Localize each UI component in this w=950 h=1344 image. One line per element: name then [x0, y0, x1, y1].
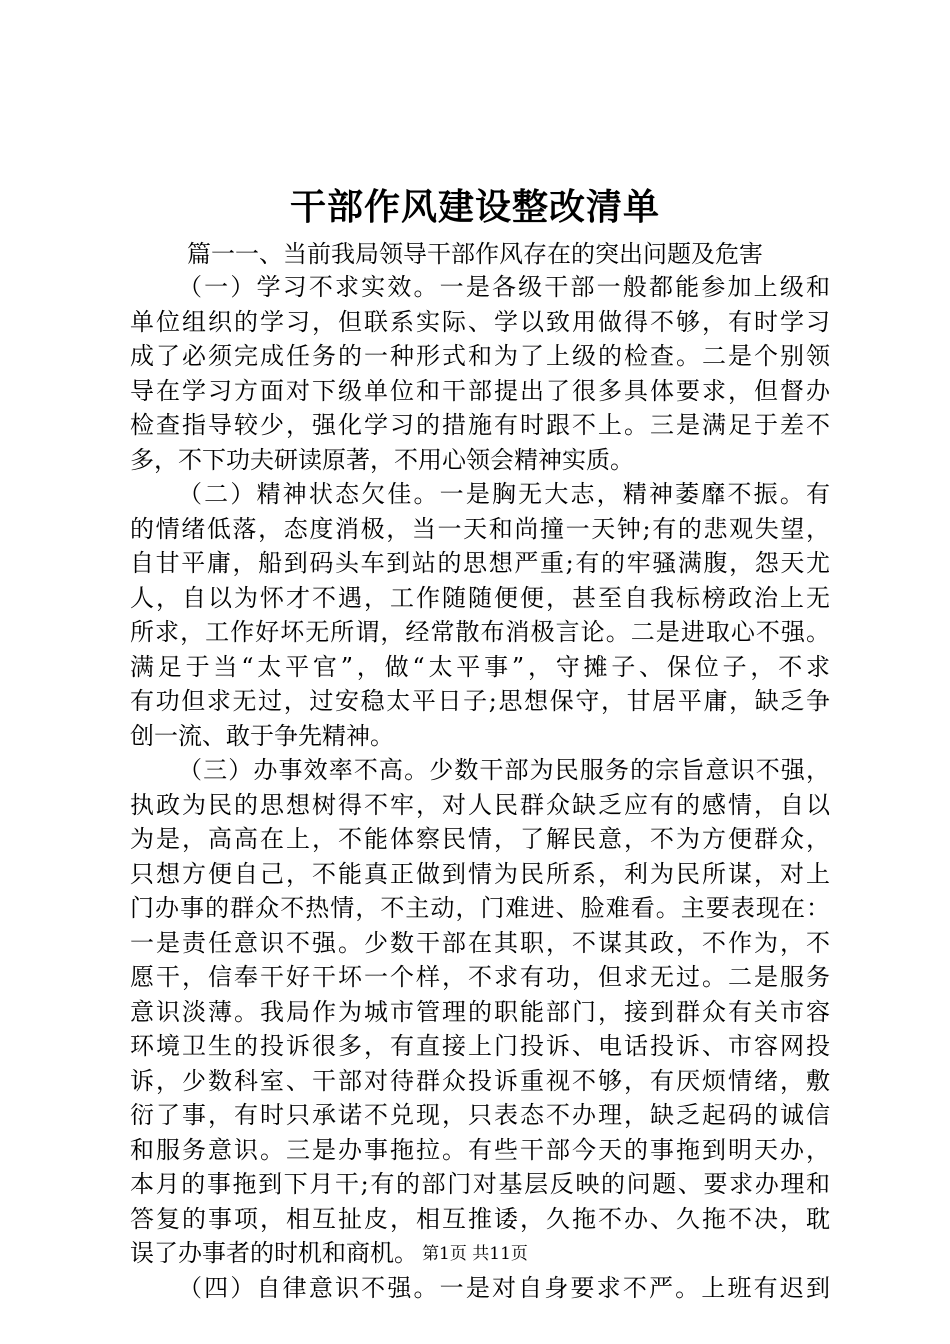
text-line: 自甘平庸，船到码头车到站的思想严重;有的牢骚满腹，怨天尤	[130, 549, 830, 577]
text-line: （三）办事效率不高。少数干部为民服务的宗旨意识不强，	[178, 756, 830, 784]
text-line: 一是责任意识不强。少数干部在其职，不谋其政，不作为，不	[130, 928, 830, 957]
text-line: 单位组织的学习，但联系实际、学以致用做得不够，有时学习	[130, 307, 830, 336]
text-line: 本月的事拖到下月干;有的部门对基层反映的问题、要求办理和	[130, 1170, 830, 1198]
text-line: 诉，少数科室、干部对待群众投诉重视不够，有厌烦情绪，敷	[130, 1066, 830, 1095]
text-line: 愿干，信奉干好干坏一个样，不求有功，但求无过。二是服务	[130, 963, 830, 991]
text-line: 满足于当“太平官”，做“太平事”，守摊子、保位子，不求	[130, 652, 830, 681]
text-line: 有功但求无过，过安稳太平日子;思想保守，甘居平庸，缺乏争	[130, 687, 830, 715]
page-footer: 第1页 共11页	[422, 1244, 528, 1264]
text-line: 创一流、敢于争先精神。	[130, 721, 394, 750]
text-line: 误了办事者的时机和商机。	[130, 1239, 418, 1267]
text-line: （二）精神状态欠佳。一是胸无大志，精神萎靡不振。有	[178, 480, 830, 508]
text-line: 答复的事项，相互扯皮，相互推诿，久拖不办、久拖不决，耽	[130, 1204, 830, 1233]
text-line: 意识淡薄。我局作为城市管理的职能部门，接到群众有关市容	[130, 997, 830, 1026]
text-line: 衍了事，有时只承诺不兑现，只表态不办理，缺乏起码的诚信	[130, 1101, 830, 1129]
text-line: 所求，工作好坏无所谓，经常散布消极言论。二是进取心不强。	[130, 618, 830, 646]
text-line: 的情绪低落，态度消极，当一天和尚撞一天钟;有的悲观失望，	[130, 514, 830, 543]
text-line: （一）学习不求实效。一是各级干部一般都能参加上级和	[178, 273, 830, 301]
text-line: 人，自以为怀才不遇，工作随随便便，甚至自我标榜政治上无	[130, 583, 830, 612]
text-line: 多，不下功夫研读原著，不用心领会精神实质。	[130, 445, 634, 474]
text-line: 门办事的群众不热情，不主动，门难进、脸难看。主要表现在：	[130, 894, 830, 922]
section-heading: 篇一一、当前我局领导干部作风存在的突出问题及危害	[187, 240, 763, 268]
text-line: （四）自律意识不强。一是对自身要求不严。上班有迟到	[178, 1273, 830, 1302]
text-line: 环境卫生的投诉很多，有直接上门投诉、电话投诉、市容网投	[130, 1032, 830, 1060]
text-line: 只想方便自己，不能真正做到情为民所系，利为民所谋，对上	[130, 859, 830, 888]
text-line: 为是，高高在上，不能体察民情，了解民意，不为方便群众，	[130, 825, 830, 853]
text-line: 检查指导较少，强化学习的措施有时跟不上。三是满足于差不	[130, 411, 830, 439]
document-body	[130, 270, 830, 1305]
text-line: 导在学习方面对下级单位和干部提出了很多具体要求，但督办	[130, 376, 830, 405]
text-line: 执政为民的思想树得不牢，对人民群众缺乏应有的感情，自以	[130, 790, 830, 819]
document-title: 干部作风建设整改清单	[289, 186, 660, 228]
text-line: 成了必须完成任务的一种形式和为了上级的检查。二是个别领	[130, 342, 830, 370]
text-line: 和服务意识。三是办事拖拉。有些干部今天的事拖到明天办，	[130, 1135, 830, 1164]
